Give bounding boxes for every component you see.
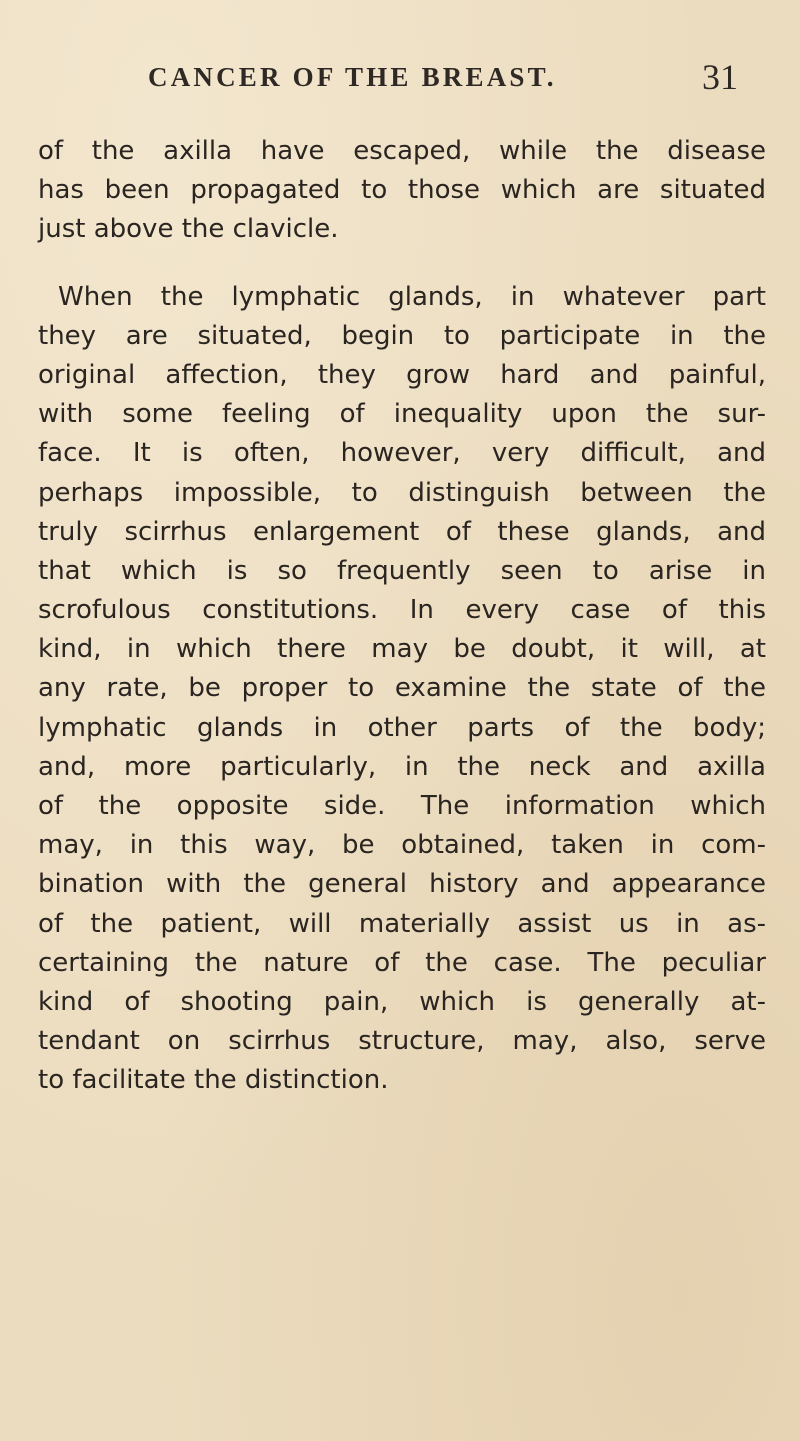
text-line: bination with the general history and appearance <box>38 869 766 900</box>
text-line: certaining the nature of the case. The peculiar <box>38 947 766 978</box>
text-line: with some feeling of inequality upon the sur- <box>38 399 766 430</box>
text-line: of the opposite side. The information which <box>38 791 766 821</box>
text-line: of the patient, will materially assist us in as- <box>38 908 766 939</box>
text-line: tendant on scirrhus structure, may, also, serve <box>38 1026 766 1057</box>
text-line: just above the clavicle. <box>38 214 339 245</box>
text-line: lymphatic glands in other parts of the body; <box>38 712 766 743</box>
paragraph <box>38 278 766 1101</box>
text-line: that which is so frequently seen to arise in <box>38 555 766 586</box>
page-header <box>148 57 738 98</box>
text-line: kind, in which there may be doubt, it will, at <box>38 634 766 665</box>
page-number: 31 <box>702 57 738 97</box>
text-line: may, in this way, be obtained, taken in com- <box>38 830 766 861</box>
text-line: they are situated, begin to participate in the <box>38 320 766 351</box>
text-line: to facilitate the distinction. <box>38 1065 389 1096</box>
text-line: original affection, they grow hard and painful, <box>38 359 766 390</box>
text-line: perhaps impossible, to distinguish between the <box>38 477 766 508</box>
text-line: scrofulous constitutions. In every case of this <box>38 595 766 626</box>
text-line: kind of shooting pain, which is generally at- <box>38 986 766 1017</box>
text-line: any rate, be proper to examine the state of the <box>38 673 766 704</box>
text-line: has been propagated to those which are situated <box>38 175 766 206</box>
text-line: When the lymphatic glands, in whatever part <box>58 281 766 312</box>
paragraph-spacer <box>38 250 766 278</box>
paragraph <box>38 132 766 250</box>
text-line: truly scirrhus enlargement of these glands, and <box>38 516 766 547</box>
text-line: and, more particularly, in the neck and axilla <box>38 751 766 782</box>
text-line: face. It is often, however, very difficult, and <box>38 438 766 469</box>
text-line: of the axilla have escaped, while the disease <box>38 136 766 166</box>
body-text <box>38 132 766 1101</box>
running-title: CANCER OF THE BREAST. <box>148 62 557 92</box>
